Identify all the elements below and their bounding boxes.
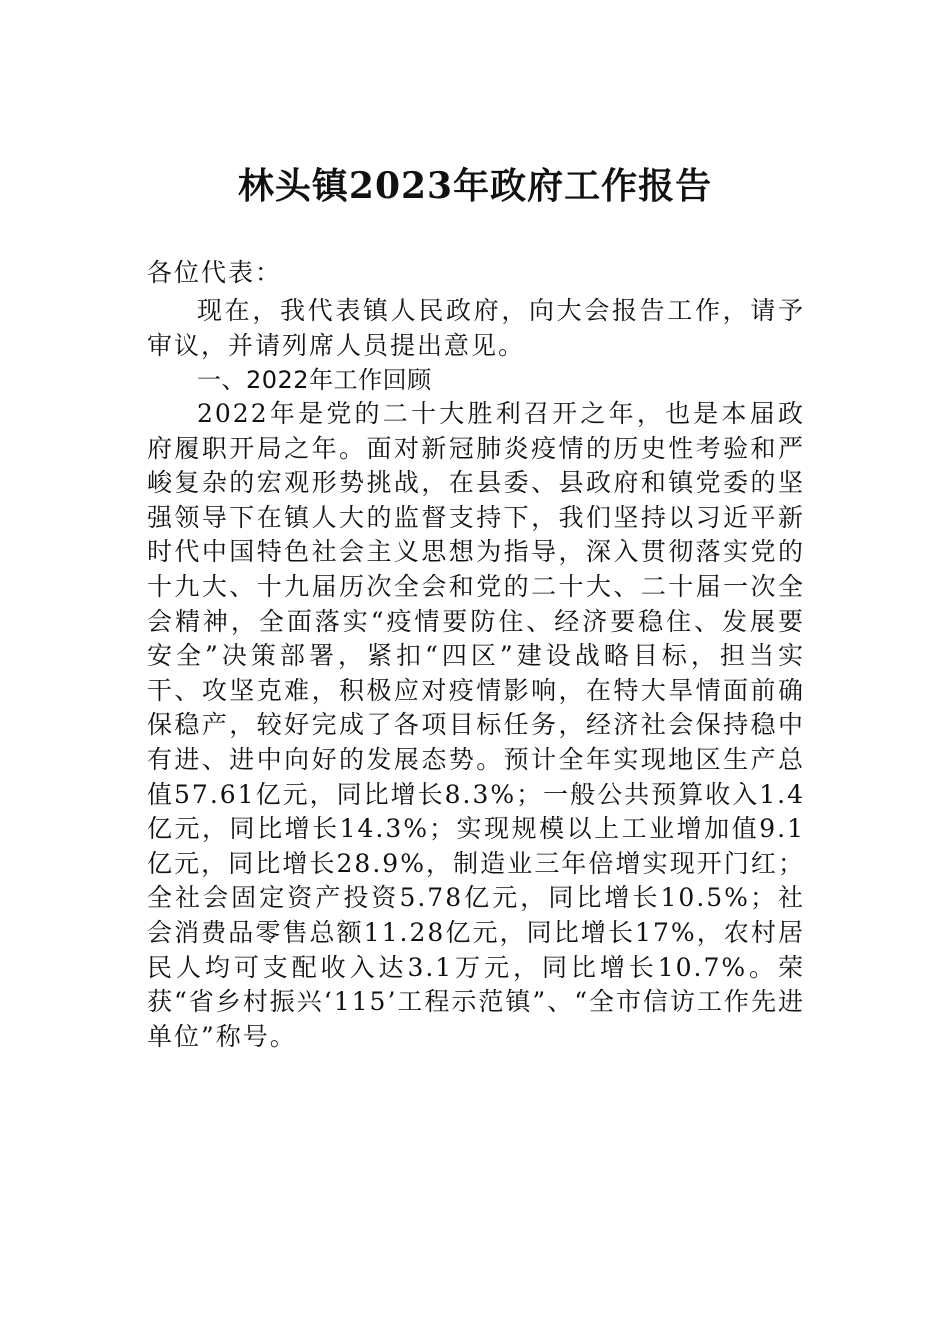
intro-paragraph: 现在，我代表镇人民政府，向大会报告工作，请予审议，并请列席人员提出意见。 xyxy=(147,296,805,360)
document-title: 林头镇2023年政府工作报告 xyxy=(237,165,713,207)
section-heading: 一、2022年工作回顾 xyxy=(197,366,432,394)
section-paragraph: 2022年是党的二十大胜利召开之年，也是本届政府履职开局之年。面对新冠肺炎疫情的历史性考验和严峻复杂的宏观形势挑战，在县委、县政府和镇党委的坚强领导下在镇人大的监督支持下，我们坚持以习近平新时代中国特色社会主义思想为指导，深入贯彻落实党的十九大、十九届历次全会和党的二十大、二十届一次全会精神，全面落实“疫情要防住、经济要稳住、发展要安全”决策部署，紧扣“四区”建设战略目标，担当实干、攻坚克难，积极应对疫情影响，在特大旱情面前确保稳产，较好完成了各项目标任务，经济社会保持稳中有进、进中向好的发展态势。预计全年实现地区生产总值57.61亿元，同比增长8.3%；一般公共预算收入1.4亿元，同比增长14.3%；实现规模以上工业增加值9.1亿元，同比增长28.9%，制造业三年倍增实现开门红；全社会固定资产投资5.78亿元，同比增长10.5%；社会消费品零售总额11.28亿元，同比增长17%，农村居民人均可支配收入达3.1万元，同比增长10.7%。荣获“省乡村振兴‘115’工程示范镇”、“全市信访工作先进单位”称号。 xyxy=(147,399,805,1051)
salutation: 各位代表： xyxy=(147,258,283,287)
